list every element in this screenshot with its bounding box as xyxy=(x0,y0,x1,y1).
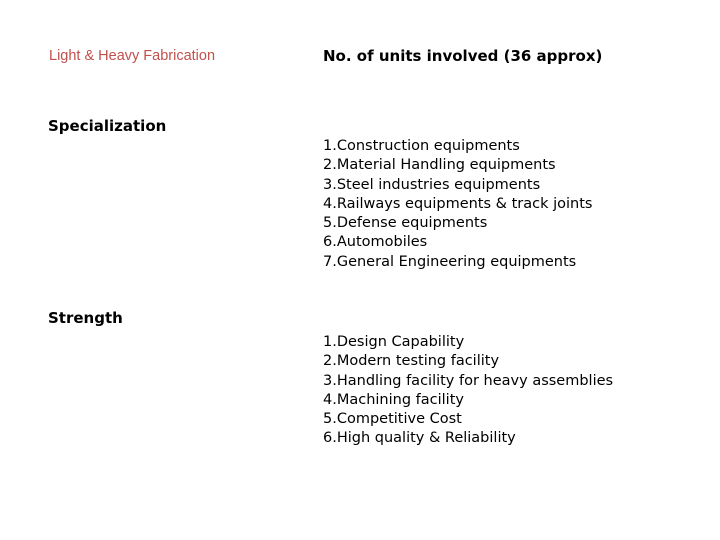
strength-item: 6.High quality & Reliability xyxy=(323,430,516,447)
specialization-item: 6.Automobiles xyxy=(323,234,428,251)
strength-item: 1.Design Capability xyxy=(323,334,465,350)
strength-label: Strength xyxy=(48,309,123,327)
strength-item: 4.Machining facility xyxy=(323,391,464,408)
units-involved-heading: No. of units involved (36 approx) xyxy=(323,47,603,65)
specialization-label: Specialization xyxy=(48,117,167,135)
specialization-item: 5.Defense equipments xyxy=(323,215,488,232)
specialization-item: 2.Material Handling equipments xyxy=(323,157,556,174)
specialization-item: 3.Steel industries equipments xyxy=(323,176,541,193)
specialization-item: 7.General Engineering equipments xyxy=(323,253,577,270)
page-title: Light & Heavy Fabrication xyxy=(49,48,216,64)
specialization-item: 4.Railways equipments & track joints xyxy=(323,195,593,212)
strength-list xyxy=(323,333,613,449)
specialization-list xyxy=(323,137,592,272)
strength-item: 3.Handling facility for heavy assemblies xyxy=(323,372,614,389)
specialization-item: 1.Construction equipments xyxy=(323,138,520,154)
strength-item: 5.Competitive Cost xyxy=(323,411,462,428)
strength-item: 2.Modern testing facility xyxy=(323,353,500,370)
